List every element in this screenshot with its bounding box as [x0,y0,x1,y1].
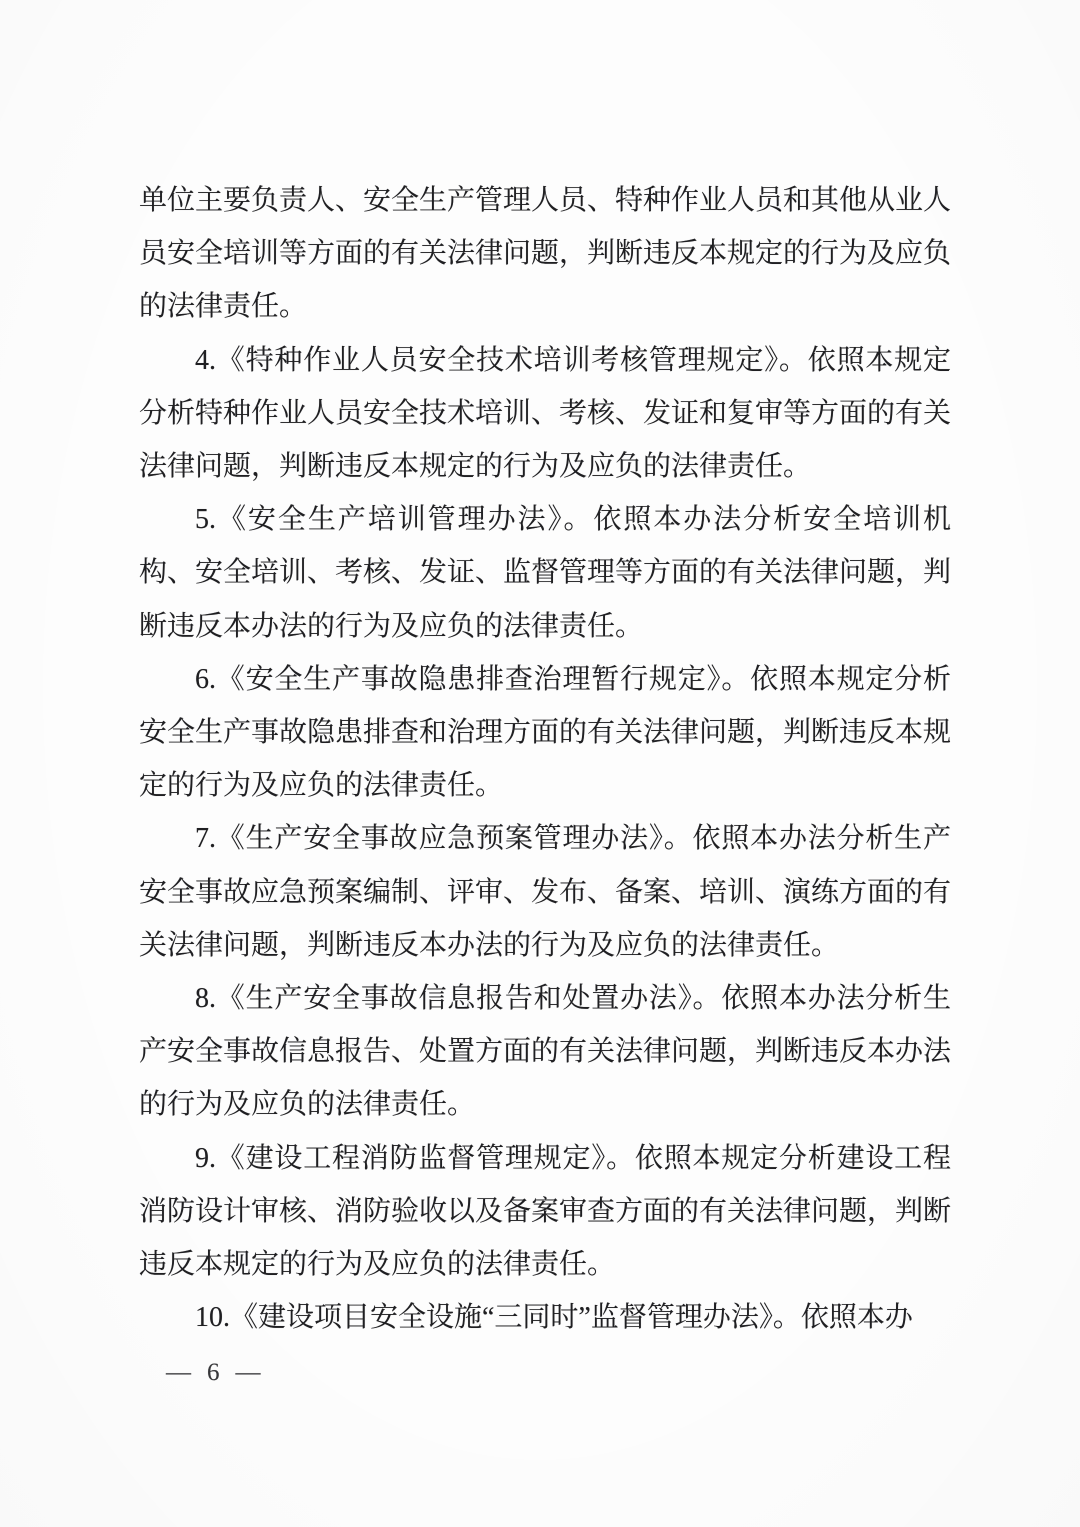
paragraph-item-7: 7.《生产安全事故应急预案管理办法》。依照本办法分析生产安全事故应急预案编制、评审、发布、备案、培训、演练方面的有关法律问题，判断违反本办法的行为及应负的法律责任。 [139,823,952,961]
page-footer [166,1360,261,1386]
body-text-block [139,174,951,1344]
paragraph-item-6: 6.《安全生产事故隐患排查治理暂行规定》。依照本规定分析安全生产事故隐患排查和治理方面的有关法律问题，判断违反本规定的行为及应负的法律责任。 [139,663,952,802]
footer-dash-right: — [235,1359,261,1386]
paragraph-item-8: 8.《生产安全事故信息报告和处置办法》。依照本办法分析生产安全事故信息报告、处置方面的有关法律问题，判断违反本办法的行为及应负的法律责任。 [139,983,952,1121]
paragraph-item-5: 5.《安全生产培训管理办法》。依照本办法分析安全培训机构、安全培训、考核、发证、监督管理等方面的有关法律问题，判断违反本办法的行为及应负的法律责任。 [139,504,952,642]
paragraph-item-9: 9.《建设工程消防监督管理规定》。依照本规定分析建设工程消防设计审核、消防验收以及备案审查方面的有关法律问题，判断违反本规定的行为及应负的法律责任。 [139,1142,952,1281]
page-number: 6 [207,1359,220,1386]
footer-dash-left: — [166,1359,191,1386]
paragraph-item-4: 4.《特种作业人员安全技术培训考核管理规定》。依照本规定分析特种作业人员安全技术培训、考核、发证和复审等方面的有关法律问题，判断违反本规定的行为及应负的法律责任。 [139,344,952,483]
paragraph-continuation: 单位主要负责人、安全生产管理人员、特种作业人员和其他从业人员安全培训等方面的有关法律问题，判断违反本规定的行为及应负的法律责任。 [139,185,952,323]
paragraph-item-10: 10.《建设项目安全设施“三同时”监督管理办法》。依照本办 [195,1302,913,1334]
